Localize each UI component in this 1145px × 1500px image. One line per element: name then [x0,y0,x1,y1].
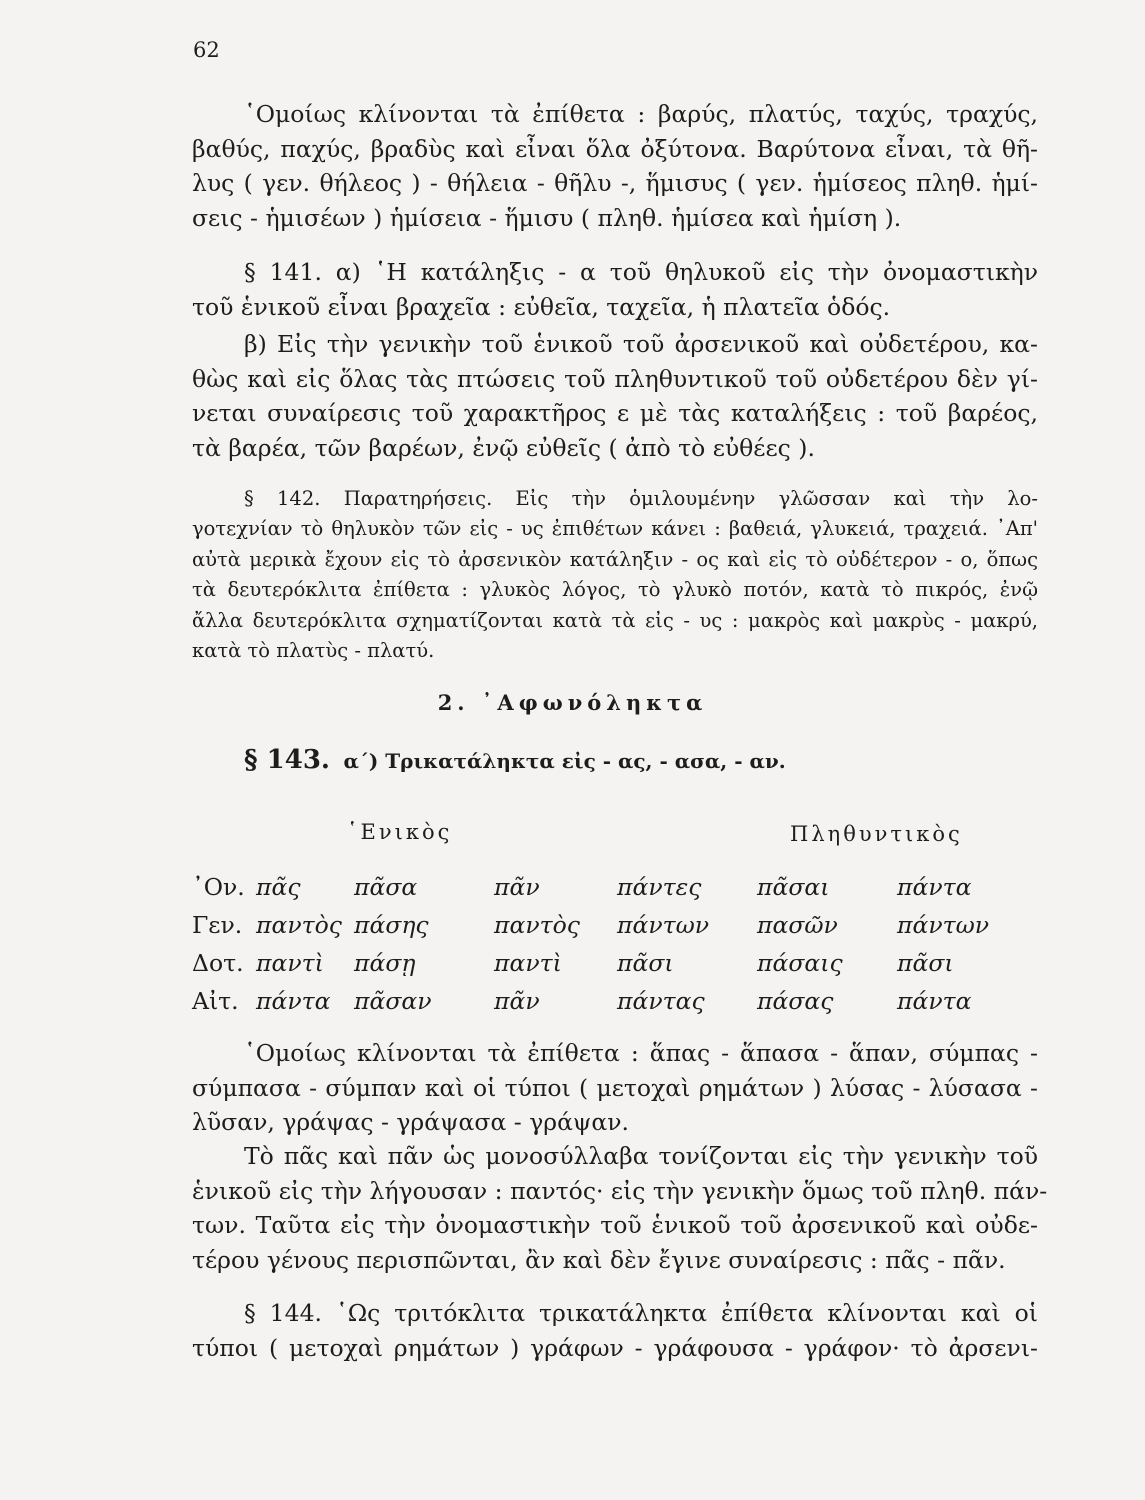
declension-form: πάντων [617,911,710,939]
text-line: ῾Ομοίως κλίνονται τὰ ἐπίθετα : ἅπας - ἅπασα - ἅπαν, σύμπας - [244,1039,1038,1067]
case-label: Αἰτ. [192,987,239,1015]
declension-form: πάσῃ [354,949,416,977]
text-line: τὰ βαρέα, τῶν βαρέων, ἐνῷ εὐθεῖς ( ἀπὸ τὸ εὐθέες ). [192,433,815,462]
declension-form: παντὶ [494,949,562,977]
declension-form: πᾶσαν [354,987,432,1015]
page-number: 62 [193,38,220,62]
text-line: των. Ταῦτα εἰς τὴν ὀνομαστικὴν τοῦ ἑνικοῦ τοῦ ἀρσενικοῦ καὶ οὐδε- [192,1211,1038,1239]
section-141-b [192,327,1038,465]
section-144 [192,1296,1038,1365]
section-141 [192,255,1038,324]
singular-label: ῾Ενικὸς [347,820,453,844]
declension-form: πᾶν [494,987,540,1015]
declension-row [192,944,1027,982]
case-label: ᾿Ον. [192,873,245,901]
declension-form: παντὸς [256,911,342,939]
section-title: α΄) Τρικατάληκτα εἰς - ας, - ασα, - αν. [343,749,786,773]
text-line: § 144. ῾Ως τριτόκλιτα τρικατάληκτα ἐπίθετα κλίνονται καὶ οἱ [244,1299,1038,1327]
text-line: Τὸ πᾶς καὶ πᾶν ὡς μονοσύλλαβα τονίζονται εἰς τὴν γενικὴν τοῦ [244,1142,1038,1170]
text-line: νεται συναίρεσις τοῦ χαρακτῆρος ε μὲ τὰς καταλήξεις : τοῦ βαρέος, [192,399,1038,427]
text-line: τοῦ ἑνικοῦ εἶναι βραχεῖα : εὐθεῖα, ταχεῖα, ἡ πλατεῖα ὁδός. [192,292,891,321]
declension-form: πάσας [757,987,834,1015]
case-label: Δοτ. [192,949,244,977]
text-line: β) Εἰς τὴν γενικὴν τοῦ ἑνικοῦ τοῦ ἀρσενικοῦ καὶ οὐδετέρου, κα- [244,330,1038,358]
text-line: § 141. α) ῾Η κατάληξις - α τοῦ θηλυκοῦ εἰς τὴν ὀνομαστικὴν [244,258,1038,286]
declension-form: πάντα [256,987,331,1015]
declension-form: πάσαις [757,949,843,977]
text-line: σεις - ἡμισέων ) ἡμίσεια - ἥμισυ ( πληθ. ἡμίσεα καὶ ἡμίση ). [192,203,902,232]
paragraph-accent-pas [192,1139,1048,1277]
declension-form: πάντα [897,987,972,1015]
text-line: βαθύς, παχύς, βραδὺς καὶ εἶναι ὅλα ὀξύτονα. Βαρύτονα εἶναι, τὰ θῆ- [192,134,1038,163]
declension-form: πᾶσα [354,873,418,901]
section-142-notes [192,484,1038,666]
text-line: σύμπασα - σύμπαν καὶ οἱ τύποι ( μετοχαὶ ρημάτων ) λύσας - λύσασα - [192,1073,1038,1102]
declension-form: πᾶς [256,873,301,901]
section-number: § 143. [244,745,330,775]
declension-form: πάντων [897,911,990,939]
declension-form: πᾶσαι [757,873,830,901]
declension-row [192,982,1027,1020]
paragraph-similar-pas [192,1036,1038,1140]
text-line: § 142. Παρατηρήσεις. Εἰς τὴν ὁμιλουμένην γλῶσσαν καὶ τὴν λο- [244,487,1038,510]
text-line: θὼς καὶ εἰς ὅλας τὰς πτώσεις τοῦ πληθυντικοῦ τοῦ οὐδετέρου δὲν γί- [192,364,1038,393]
declension-form: παντὸς [494,911,580,939]
declension-form: πᾶσι [897,949,954,977]
text-line: ἄλλα δευτερόκλιτα σχηματίζονται κατὰ τὰ εἰς - υς : μακρὸς καὶ μακρὺς - μακρύ, [192,608,1038,632]
text-line: τύποι ( μετοχαὶ ρημάτων ) γράφων - γράφουσα - γράφον· τὸ ἀρσενι- [192,1333,1038,1362]
section-heading-aphonoleekta: 2. ᾿Αφωνόληκτα [437,690,708,715]
text-line: γοτεχνίαν τὸ θηλυκὸν τῶν εἰς - υς ἐπιθέτων κάνει : βαθειά, γλυκειά, τραχειά. ᾿Απ' [192,517,1038,541]
declension-form: πάσης [354,911,429,939]
declension-table [192,868,1027,1020]
text-line: λυς ( γεν. θήλεος ) - θήλεια - θῆλυ -, ἥμισυς ( γεν. ἡμίσεος πληθ. ἡμί- [192,169,1038,197]
paragraph-similar-adjectives [192,97,1038,235]
case-label: Γεν. [192,911,243,939]
declension-form: πᾶν [494,873,540,901]
declension-form: πασῶν [757,911,838,939]
section-143-title [244,745,786,775]
declension-form: παντὶ [256,949,324,977]
text-line: ἑνικοῦ εἰς τὴν λήγουσαν : παντός· εἰς τὴν γενικὴν ὅμως τοῦ πληθ. πάν- [192,1176,1048,1205]
text-line: τὰ δευτερόκλιτα ἐπίθετα : γλυκὸς λόγος, τὸ γλυκὸ ποτόν, κατὰ τὸ πικρός, ἐνῷ [192,578,1038,602]
text-line: ῾Ομοίως κλίνονται τὰ ἐπίθετα : βαρύς, πλατύς, ταχύς, τραχύς, [244,100,1038,128]
declension-row [192,906,1027,944]
declension-form: πάντας [617,987,705,1015]
text-line: λῦσαν, γράψας - γράψασα - γράψαν. [192,1108,629,1136]
declension-form: πάντες [617,873,702,901]
text-line: κατὰ τὸ πλατὺς - πλατύ. [192,639,435,663]
text-line: αὐτὰ μερικὰ ἔχουν εἰς τὸ ἀρσενικὸν κατάληξιν - ος καὶ εἰς τὸ οὐδέτερον - ο, ὅπως [192,547,1038,571]
declension-form: πᾶσι [617,949,674,977]
text-line: τέρου γένους περισπῶνται, ἂν καὶ δὲν ἔγινε συναίρεσις : πᾶς - πᾶν. [192,1245,1006,1274]
declension-row [192,868,1027,906]
plural-label: Πληθυντικὸς [790,822,963,846]
declension-form: πάντα [897,873,972,901]
